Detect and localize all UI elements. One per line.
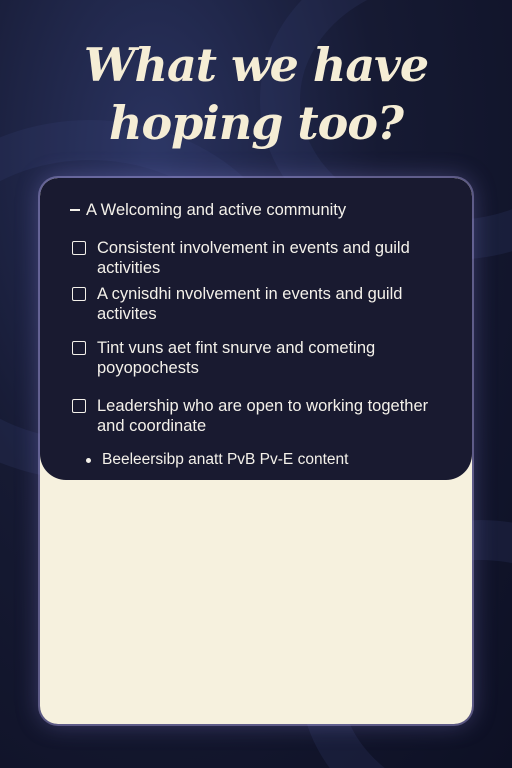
card-dark-panel xyxy=(40,178,472,480)
checklist-label: A cynisdhi nvolvement in events and guild activites xyxy=(97,285,403,323)
checklist-item[interactable] xyxy=(72,338,452,378)
checkbox-icon[interactable] xyxy=(72,241,86,255)
dash-icon xyxy=(70,209,80,211)
checklist-label: Beeleersibp anatt PvB Pv-E content xyxy=(102,451,349,468)
content-card xyxy=(40,178,472,724)
checkbox-icon[interactable] xyxy=(72,287,86,301)
checklist-item[interactable] xyxy=(72,284,452,324)
checklist-label: Consistent involvement in events and guild activities xyxy=(97,239,410,277)
checklist-item[interactable] xyxy=(72,238,452,278)
checklist-label: Leadership who are open to working together and coordinate xyxy=(97,397,429,435)
page-title xyxy=(0,36,512,152)
checklist-label: Tint vuns aet fint snurve and cometing poyopochests xyxy=(97,339,376,377)
title-line-2: hoping too? xyxy=(109,96,403,150)
checklist-item[interactable] xyxy=(72,200,452,220)
title-line-1: What we have xyxy=(83,38,429,92)
checkbox-icon[interactable] xyxy=(72,399,86,413)
checklist-item[interactable] xyxy=(72,396,452,436)
checklist-label: A Welcoming and active community xyxy=(86,201,347,219)
checkbox-icon[interactable] xyxy=(72,341,86,355)
checklist-item xyxy=(102,450,472,470)
bullet-icon xyxy=(86,458,91,463)
